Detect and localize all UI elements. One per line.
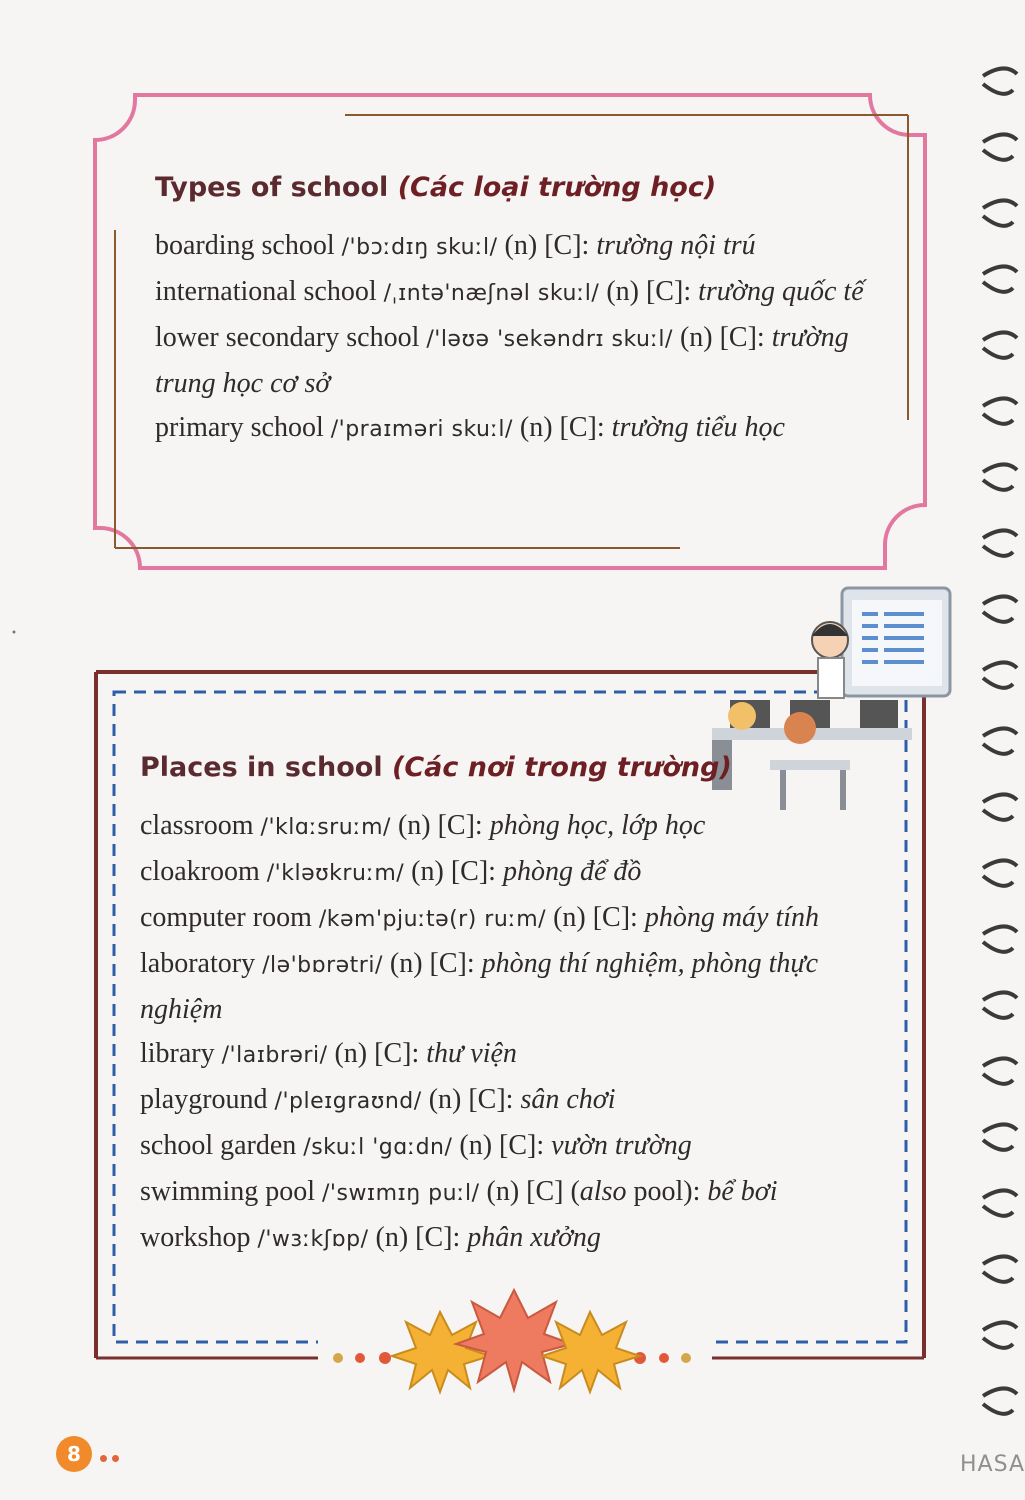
entry-ipa: /'praɪməri skuːl/ [330,417,513,442]
entry-ipa: /'wɜːkʃɒp/ [257,1227,369,1252]
entry-word: playground [140,1084,268,1115]
entry-meaning: trường nội trú [596,230,756,261]
list-item [140,896,870,942]
entry-word: computer room [140,902,312,933]
brand-label: HASA [960,1452,1025,1477]
entry-word: lower secondary school [155,322,420,353]
entry-sep: : [474,810,483,841]
page-number-dots [100,1449,124,1467]
entry-pos: (n) [C] [459,1130,537,1161]
list-item [140,1170,870,1216]
section1-title-en: Types of school [155,172,389,203]
page-number: 8 [56,1436,92,1472]
list-item [155,270,870,316]
entry-word: boarding school [155,230,335,261]
section2-entries [140,804,870,1262]
entry-meaning: phân xưởng [467,1222,601,1253]
entry-ipa: /'klɑːsruːm/ [260,815,391,840]
section1-title [155,172,716,203]
entry-meaning: phòng học, lớp học [489,810,706,841]
entry-meaning: trường quốc tế [698,276,864,307]
list-item [140,1216,870,1262]
list-item [140,850,870,896]
section1-entries [155,224,870,452]
margin-mark [13,631,16,634]
list-item [140,1078,870,1124]
list-item [140,1124,870,1170]
entry-word: classroom [140,810,254,841]
entry-sep: : [596,412,605,443]
entry-word: international school [155,276,377,307]
entry-meaning: phòng thí nghiệm, phòng thực nghiệm [140,948,819,1025]
entry-meaning: vườn trường [551,1130,692,1161]
entry-pos: (n) [C] [679,322,757,353]
entry-pos: (n) [C] [428,1084,506,1115]
entry-word: laboratory [140,948,256,979]
entry-pos: (n) [C] [397,810,475,841]
entry-meaning: trường trung học cơ sở [155,322,849,399]
section2-title [140,752,732,783]
entry-word: cloakroom [140,856,260,887]
entry-word: primary school [155,412,324,443]
entry-meaning: trường tiểu học [611,412,785,443]
entry-ipa: /'swɪmɪŋ puːl/ [322,1181,480,1206]
section2-title-vi: (Các nơi trong trường) [391,752,732,783]
entry-word: swimming pool [140,1176,316,1207]
list-item [140,804,870,850]
entry-ipa: /ˌɪntə'næʃnəl skuːl/ [383,281,600,306]
entry-meaning: phòng để đồ [502,856,642,887]
entry-word: school garden [140,1130,297,1161]
entry-sep: : [536,1130,545,1161]
entry-sep: : [756,322,765,353]
section1-title-vi: (Các loại trường học) [397,172,717,203]
entry-pos: (n) [C] [553,902,631,933]
entry-pos: (n) [C] [375,1222,453,1253]
entry-ipa: /'laɪbrəri/ [221,1043,328,1068]
entry-pos: (n) [C] ( [486,1176,580,1207]
list-item [155,224,870,270]
entry-sep: : [630,902,638,933]
entry-ipa: /'pleɪgraʊnd/ [274,1089,422,1114]
entry-ipa: /kəm'pjuːtə(r) ruːm/ [318,907,547,932]
entry-sep: : [581,230,590,261]
entry-meaning: bể bơi [707,1176,778,1207]
entry-word: workshop [140,1222,251,1253]
section2-title-en: Places in school [140,752,383,783]
list-item [140,1032,870,1078]
classroom-illustration [712,588,950,810]
entry-ipa: /'ləʊə 'sekəndrɪ skuːl/ [426,327,673,352]
entry-meaning: sân chơi [520,1084,616,1115]
entry-meaning: phòng máy tính [644,902,820,933]
entry-pos: (n) [C] [334,1038,412,1069]
list-item [140,942,870,1032]
entry-meaning: thư viện [426,1038,517,1069]
list-item [155,316,870,406]
entry-ipa: /'bɔːdɪŋ skuːl/ [341,235,498,260]
entry-sep: : [452,1222,461,1253]
list-item [155,406,870,452]
entry-pos: (n) [C] [606,276,684,307]
entry-sep: : [683,276,692,307]
entry-sep: : [466,948,475,979]
entry-sep: : [692,1176,701,1207]
entry-sep: : [505,1084,514,1115]
entry-word: library [140,1038,215,1069]
entry-ipa: /'kləʊkruːm/ [266,861,405,886]
entry-ipa: /lə'bɒrətri/ [262,953,383,978]
entry-ipa: /skuːl 'gɑːdn/ [303,1135,453,1160]
entry-sep: : [411,1038,420,1069]
entry-pos: (n) [C] [411,856,489,887]
entry-pos: (n) [C] [389,948,467,979]
entry-also-word: also [579,1176,627,1207]
entry-pos: (n) [C] [504,230,582,261]
spiral-rings [975,60,1025,1450]
entry-sep: : [488,856,496,887]
entry-pos: (n) [C] [519,412,597,443]
entry-also-rest: pool) [626,1176,693,1207]
